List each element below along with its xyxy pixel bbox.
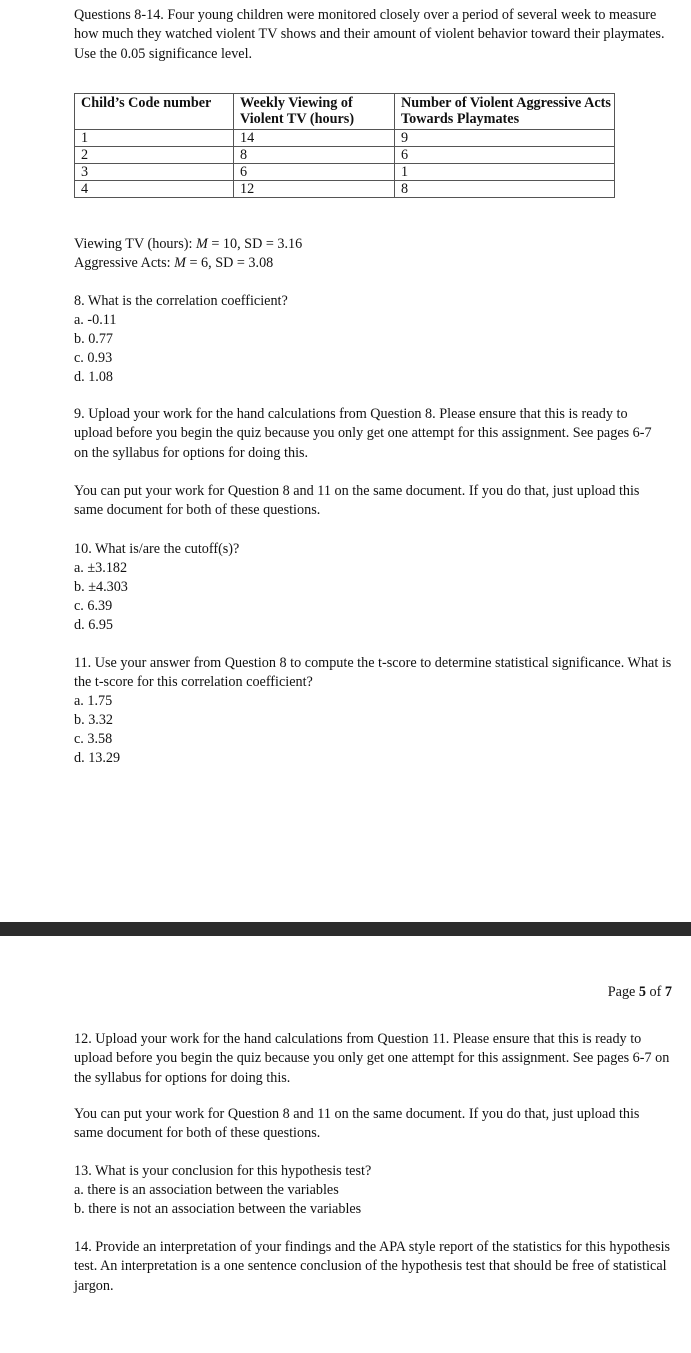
page-indicator-prefix: Page	[607, 984, 639, 1000]
page-indicator	[608, 984, 672, 1001]
q11-option-d: d. 13.29	[74, 750, 121, 766]
q11-question: 11. Use your answer from Question 8 to compute the t-score to determine statistical significance. What is the t-score for this correlation coefficient?	[74, 655, 672, 691]
stats-label: Aggressive Acts:	[74, 255, 175, 271]
q8-option-a: a. -0.11	[74, 312, 117, 328]
table-cell: 2	[75, 147, 234, 164]
page-current: 5	[638, 984, 646, 1000]
table-cell: 6	[395, 147, 615, 164]
stats-mean-symbol: M	[174, 255, 186, 271]
q13-option-a: a. there is an association between the variables	[74, 1182, 339, 1198]
q10-option-d: d. 6.95	[74, 617, 114, 633]
q13-question: 13. What is your conclusion for this hypothesis test?	[74, 1163, 372, 1179]
table-header-cell: Number of Violent Aggressive Acts Towards Playmates	[395, 94, 615, 130]
q10-option-a: a. ±3.182	[74, 560, 128, 576]
q12-note: You can put your work for Question 8 and 11 on the same document. If you do that, just upload this same document for both of these questions.	[74, 1106, 640, 1142]
table-cell: 1	[75, 130, 234, 147]
table-row	[75, 147, 615, 164]
table-cell: 12	[234, 181, 395, 198]
stats-viewing	[74, 235, 302, 254]
table-header-cell: Weekly Viewing of Violent TV (hours)	[234, 94, 395, 130]
q10-question: 10. What is/are the cutoff(s)?	[74, 541, 240, 557]
table-cell: 8	[395, 181, 615, 198]
q10-option-c: c. 6.39	[74, 598, 113, 614]
q9-text: 9. Upload your work for the hand calculations from Question 8. Please ensure that this is ready to upload before you begin the quiz because you only get one attempt for this assignment. See pages 6-7 on the syllabus for options for doing this.	[74, 406, 652, 461]
table-cell: 6	[234, 164, 395, 181]
table-row	[75, 181, 615, 198]
table-cell: 1	[395, 164, 615, 181]
q8-option-b: b. 0.77	[74, 331, 114, 347]
table-header-row	[75, 94, 615, 130]
stats-values: = 6, SD = 3.08	[185, 255, 274, 271]
q11-option-b: b. 3.32	[74, 712, 114, 728]
q11-option-a: a. 1.75	[74, 693, 113, 709]
data-table	[74, 93, 615, 198]
q8-option-d: d. 1.08	[74, 369, 114, 385]
q13-option-b: b. there is not an association between the variables	[74, 1201, 362, 1217]
q8-question: 8. What is the correlation coefficient?	[74, 293, 288, 309]
stats-aggressive	[74, 254, 273, 273]
intro-paragraph: Questions 8-14. Four young children were monitored closely over a period of several week to measure how much they watched violent TV shows and their amount of violent behavior toward their playmates. Use the 0.05 significance level.	[74, 7, 665, 62]
q14-text: 14. Provide an interpretation of your findings and the APA style report of the statistics for this hypothesis test. An interpretation is a one sentence conclusion of the hypothesis test that should be free of statistical jargon.	[74, 1239, 671, 1294]
table-cell: 14	[234, 130, 395, 147]
document-page-lower	[0, 936, 691, 1353]
stats-label: Viewing TV (hours):	[74, 236, 196, 252]
table-cell: 3	[75, 164, 234, 181]
table-cell: 4	[75, 181, 234, 198]
table-row	[75, 164, 615, 181]
table-cell: 9	[395, 130, 615, 147]
page-total: 7	[664, 984, 672, 1000]
page-indicator-of: of	[645, 984, 665, 1000]
page-separator	[0, 922, 691, 936]
stats-values: = 10, SD = 3.16	[207, 236, 303, 252]
stats-mean-symbol: M	[195, 236, 208, 252]
table-header-cell: Child’s Code number	[75, 94, 234, 130]
q9-note: You can put your work for Question 8 and 11 on the same document. If you do that, just upload this same document for both of these questions.	[74, 483, 640, 519]
q8-option-c: c. 0.93	[74, 350, 113, 366]
q12-text: 12. Upload your work for the hand calculations from Question 11. Please ensure that this is ready to upload before you begin the quiz because you only get one attempt for this assignment. See pages 6-7 on the syllabus for options for doing this.	[74, 1031, 670, 1086]
table-row	[75, 130, 615, 147]
q11-option-c: c. 3.58	[74, 731, 113, 747]
table-cell: 8	[234, 147, 395, 164]
q10-option-b: b. ±4.303	[74, 579, 128, 595]
